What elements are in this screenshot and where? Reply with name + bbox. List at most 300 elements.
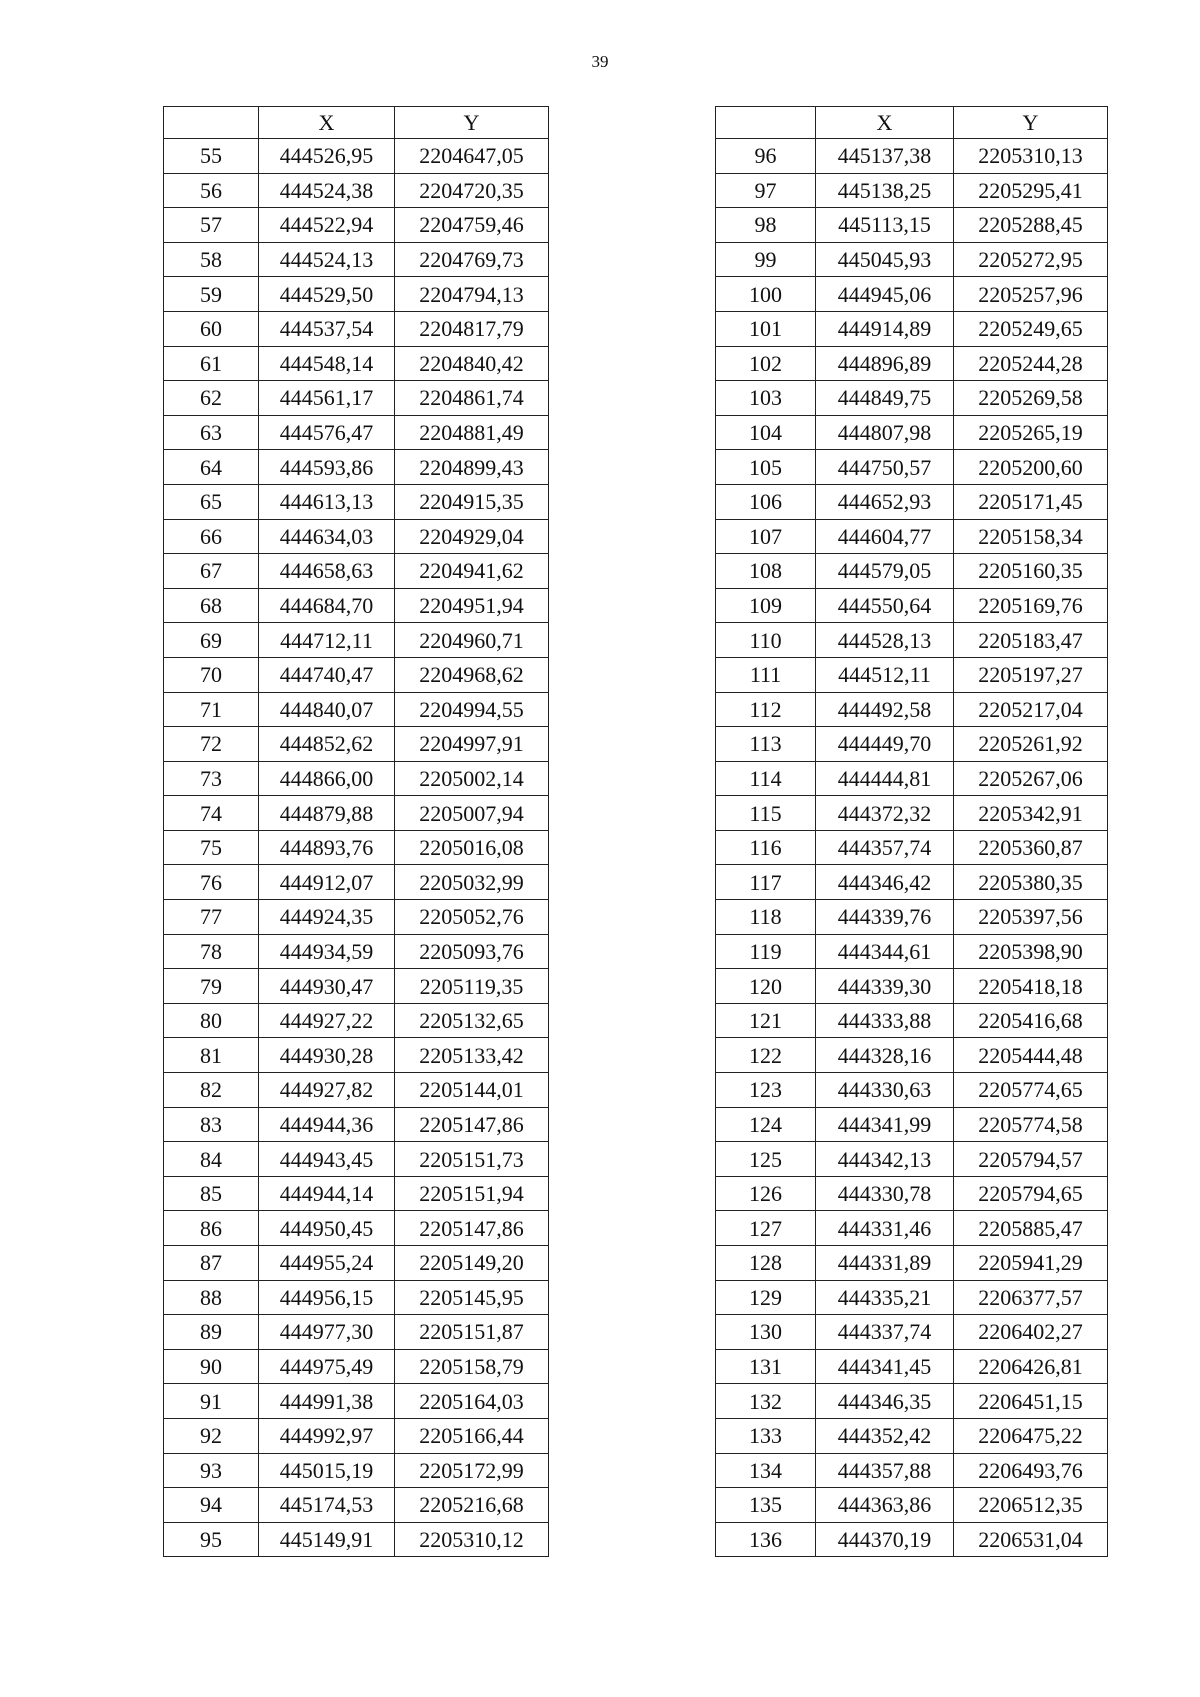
point-number-cell: 92	[164, 1418, 259, 1453]
y-coordinate-cell: 2205151,94	[395, 1176, 549, 1211]
table-row	[716, 623, 1108, 658]
x-coordinate-cell: 444956,15	[259, 1280, 395, 1315]
y-coordinate-cell: 2204720,35	[395, 173, 549, 208]
x-coordinate-cell: 445149,91	[259, 1522, 395, 1557]
y-coordinate-cell: 2205032,99	[395, 865, 549, 900]
y-coordinate-cell: 2205145,95	[395, 1280, 549, 1315]
y-coordinate-cell: 2205794,57	[954, 1142, 1108, 1177]
y-coordinate-cell: 2205200,60	[954, 450, 1108, 485]
table-row	[164, 761, 549, 796]
table-row	[716, 1038, 1108, 1073]
x-coordinate-cell: 444924,35	[259, 900, 395, 935]
point-number-cell: 80	[164, 1003, 259, 1038]
table-row	[164, 415, 549, 450]
x-coordinate-cell: 444363,86	[816, 1488, 954, 1523]
point-number-cell: 77	[164, 900, 259, 935]
x-coordinate-cell: 445174,53	[259, 1488, 395, 1523]
y-coordinate-cell: 2205052,76	[395, 900, 549, 935]
table-row	[164, 1522, 549, 1557]
y-coordinate-cell: 2204951,94	[395, 588, 549, 623]
x-coordinate-cell: 444341,99	[816, 1107, 954, 1142]
page-number: 39	[591, 52, 609, 71]
table-row	[164, 1315, 549, 1350]
y-coordinate-cell: 2205272,95	[954, 242, 1108, 277]
x-coordinate-cell: 444576,47	[259, 415, 395, 450]
table-row	[716, 1453, 1108, 1488]
x-coordinate-cell: 444512,11	[816, 657, 954, 692]
y-coordinate-cell: 2205774,58	[954, 1107, 1108, 1142]
x-coordinate-cell: 444449,70	[816, 727, 954, 762]
x-coordinate-cell: 444943,45	[259, 1142, 395, 1177]
x-coordinate-cell: 444992,97	[259, 1418, 395, 1453]
y-coordinate-cell: 2204881,49	[395, 415, 549, 450]
point-number-cell: 117	[716, 865, 816, 900]
y-coordinate-cell: 2206531,04	[954, 1522, 1108, 1557]
table-row	[164, 623, 549, 658]
table-row	[164, 1211, 549, 1246]
x-coordinate-cell: 444955,24	[259, 1246, 395, 1281]
x-coordinate-cell: 444849,75	[816, 381, 954, 416]
table-row	[164, 1038, 549, 1073]
table-row	[164, 1349, 549, 1384]
x-coordinate-cell: 444330,78	[816, 1176, 954, 1211]
y-coordinate-cell: 2204817,79	[395, 311, 549, 346]
y-coordinate-cell: 2206475,22	[954, 1418, 1108, 1453]
y-coordinate-cell: 2205418,18	[954, 969, 1108, 1004]
table-row	[716, 450, 1108, 485]
x-coordinate-cell: 444579,05	[816, 554, 954, 589]
coordinates-table-left	[163, 106, 549, 1557]
point-number-cell: 81	[164, 1038, 259, 1073]
x-coordinate-cell: 444522,94	[259, 208, 395, 243]
y-coordinate-cell: 2205197,27	[954, 657, 1108, 692]
point-number-cell: 88	[164, 1280, 259, 1315]
table-row	[164, 900, 549, 935]
x-coordinate-cell: 444930,47	[259, 969, 395, 1004]
point-number-cell: 130	[716, 1315, 816, 1350]
y-coordinate-cell: 2205169,76	[954, 588, 1108, 623]
x-coordinate-cell: 444352,42	[816, 1418, 954, 1453]
point-number-cell: 134	[716, 1453, 816, 1488]
x-coordinate-cell: 445137,38	[816, 139, 954, 174]
table-row	[716, 830, 1108, 865]
point-number-cell: 67	[164, 554, 259, 589]
y-coordinate-cell: 2205249,65	[954, 311, 1108, 346]
table-row	[164, 311, 549, 346]
x-coordinate-cell: 445113,15	[816, 208, 954, 243]
table-row	[716, 1522, 1108, 1557]
x-coordinate-cell: 445138,25	[816, 173, 954, 208]
table-row	[716, 1073, 1108, 1108]
table-row	[164, 588, 549, 623]
y-coordinate-cell: 2204861,74	[395, 381, 549, 416]
x-coordinate-cell: 444613,13	[259, 484, 395, 519]
table-row	[716, 761, 1108, 796]
table-row	[164, 277, 549, 312]
point-number-cell: 131	[716, 1349, 816, 1384]
point-number-cell: 112	[716, 692, 816, 727]
table-row	[716, 484, 1108, 519]
table-row	[164, 1384, 549, 1419]
x-coordinate-cell: 444807,98	[816, 415, 954, 450]
table-row	[164, 1453, 549, 1488]
y-coordinate-cell: 2205444,48	[954, 1038, 1108, 1073]
table-row	[716, 934, 1108, 969]
table-row	[164, 208, 549, 243]
x-coordinate-cell: 444335,21	[816, 1280, 954, 1315]
x-coordinate-cell: 444444,81	[816, 761, 954, 796]
point-number-cell: 114	[716, 761, 816, 796]
x-coordinate-cell: 444712,11	[259, 623, 395, 658]
table-row	[164, 1280, 549, 1315]
y-coordinate-cell: 2204994,55	[395, 692, 549, 727]
point-number-cell: 128	[716, 1246, 816, 1281]
y-column-header: Y	[395, 107, 549, 139]
y-coordinate-cell: 2206451,15	[954, 1384, 1108, 1419]
table-row	[716, 692, 1108, 727]
y-coordinate-cell: 2205147,86	[395, 1211, 549, 1246]
y-coordinate-cell: 2204647,05	[395, 139, 549, 174]
table-row	[716, 1142, 1108, 1177]
coordinates-table-right	[715, 106, 1108, 1557]
point-number-cell: 95	[164, 1522, 259, 1557]
y-coordinate-cell: 2205380,35	[954, 865, 1108, 900]
table-row	[164, 934, 549, 969]
table-row	[164, 381, 549, 416]
point-number-cell: 115	[716, 796, 816, 831]
y-coordinate-cell: 2205310,13	[954, 139, 1108, 174]
point-number-cell: 64	[164, 450, 259, 485]
x-coordinate-cell: 444658,63	[259, 554, 395, 589]
x-coordinate-cell: 444927,82	[259, 1073, 395, 1108]
table-row	[716, 727, 1108, 762]
y-coordinate-cell: 2205941,29	[954, 1246, 1108, 1281]
y-coordinate-cell: 2205149,20	[395, 1246, 549, 1281]
point-number-cell: 100	[716, 277, 816, 312]
point-number-cell: 63	[164, 415, 259, 450]
y-coordinate-cell: 2204941,62	[395, 554, 549, 589]
y-coordinate-cell: 2204840,42	[395, 346, 549, 381]
point-number-cell: 79	[164, 969, 259, 1004]
point-number-cell: 132	[716, 1384, 816, 1419]
x-coordinate-cell: 444331,89	[816, 1246, 954, 1281]
table-row	[164, 796, 549, 831]
table-row	[716, 1349, 1108, 1384]
x-coordinate-cell: 444914,89	[816, 311, 954, 346]
x-coordinate-cell: 444537,54	[259, 311, 395, 346]
point-number-cell: 129	[716, 1280, 816, 1315]
y-coordinate-cell: 2205151,73	[395, 1142, 549, 1177]
table-row	[716, 865, 1108, 900]
y-coordinate-cell: 2205261,92	[954, 727, 1108, 762]
point-number-cell: 59	[164, 277, 259, 312]
table-row	[716, 588, 1108, 623]
point-number-cell: 107	[716, 519, 816, 554]
table-row	[716, 1384, 1108, 1419]
y-coordinate-cell: 2205397,56	[954, 900, 1108, 935]
table-row	[716, 1418, 1108, 1453]
table-row	[716, 1107, 1108, 1142]
point-number-cell: 87	[164, 1246, 259, 1281]
point-number-cell: 57	[164, 208, 259, 243]
y-column-header: Y	[954, 107, 1108, 139]
y-coordinate-cell: 2205295,41	[954, 173, 1108, 208]
x-coordinate-cell: 444975,49	[259, 1349, 395, 1384]
point-number-cell: 108	[716, 554, 816, 589]
table-row	[164, 969, 549, 1004]
point-number-cell: 75	[164, 830, 259, 865]
point-number-cell: 56	[164, 173, 259, 208]
x-coordinate-cell: 444634,03	[259, 519, 395, 554]
table-row	[716, 346, 1108, 381]
y-coordinate-cell: 2206426,81	[954, 1349, 1108, 1384]
x-coordinate-cell: 444950,45	[259, 1211, 395, 1246]
x-coordinate-cell: 444893,76	[259, 830, 395, 865]
x-coordinate-cell: 444930,28	[259, 1038, 395, 1073]
y-coordinate-cell: 2205144,01	[395, 1073, 549, 1108]
y-coordinate-cell: 2205151,87	[395, 1315, 549, 1350]
table-row	[716, 554, 1108, 589]
point-number-cell: 89	[164, 1315, 259, 1350]
table-row	[164, 346, 549, 381]
y-coordinate-cell: 2205257,96	[954, 277, 1108, 312]
x-coordinate-cell: 444346,35	[816, 1384, 954, 1419]
x-coordinate-cell: 444370,19	[816, 1522, 954, 1557]
y-coordinate-cell: 2205164,03	[395, 1384, 549, 1419]
point-number-cell: 58	[164, 242, 259, 277]
point-number-cell: 120	[716, 969, 816, 1004]
table-row	[164, 1073, 549, 1108]
y-coordinate-cell: 2205216,68	[395, 1488, 549, 1523]
point-number-cell: 82	[164, 1073, 259, 1108]
table-row	[164, 692, 549, 727]
x-coordinate-cell: 444866,00	[259, 761, 395, 796]
x-coordinate-cell: 444528,13	[816, 623, 954, 658]
y-coordinate-cell: 2205133,42	[395, 1038, 549, 1073]
table-body	[716, 139, 1108, 1557]
y-coordinate-cell: 2205119,35	[395, 969, 549, 1004]
table-row	[716, 969, 1108, 1004]
x-coordinate-cell: 444852,62	[259, 727, 395, 762]
point-number-cell: 78	[164, 934, 259, 969]
x-coordinate-cell: 444550,64	[816, 588, 954, 623]
y-coordinate-cell: 2205265,19	[954, 415, 1108, 450]
y-coordinate-cell: 2205166,44	[395, 1418, 549, 1453]
point-number-cell: 83	[164, 1107, 259, 1142]
table-row	[164, 139, 549, 174]
point-number-cell: 104	[716, 415, 816, 450]
y-coordinate-cell: 2205016,08	[395, 830, 549, 865]
point-number-cell: 74	[164, 796, 259, 831]
y-coordinate-cell: 2205217,04	[954, 692, 1108, 727]
point-number-cell: 106	[716, 484, 816, 519]
x-coordinate-cell: 444342,13	[816, 1142, 954, 1177]
table-row	[164, 1003, 549, 1038]
x-coordinate-cell: 444561,17	[259, 381, 395, 416]
point-number-cell: 69	[164, 623, 259, 658]
y-coordinate-cell: 2204968,62	[395, 657, 549, 692]
x-coordinate-cell: 444896,89	[816, 346, 954, 381]
point-number-cell: 93	[164, 1453, 259, 1488]
y-coordinate-cell: 2204997,91	[395, 727, 549, 762]
y-coordinate-cell: 2205360,87	[954, 830, 1108, 865]
table-row	[716, 139, 1108, 174]
x-coordinate-cell: 444344,61	[816, 934, 954, 969]
table-row	[164, 519, 549, 554]
point-number-cell: 124	[716, 1107, 816, 1142]
y-coordinate-cell: 2205160,35	[954, 554, 1108, 589]
table-row	[164, 484, 549, 519]
point-number-cell: 126	[716, 1176, 816, 1211]
table-row	[164, 450, 549, 485]
x-coordinate-cell: 444524,38	[259, 173, 395, 208]
point-number-cell: 96	[716, 139, 816, 174]
point-number-cell: 133	[716, 1418, 816, 1453]
x-coordinate-cell: 444341,45	[816, 1349, 954, 1384]
x-coordinate-cell: 444331,46	[816, 1211, 954, 1246]
point-number-cell: 136	[716, 1522, 816, 1557]
point-number-cell: 55	[164, 139, 259, 174]
y-coordinate-cell: 2205774,65	[954, 1073, 1108, 1108]
x-coordinate-cell: 445015,19	[259, 1453, 395, 1488]
x-coordinate-cell: 444333,88	[816, 1003, 954, 1038]
table-row	[164, 1107, 549, 1142]
table-row	[716, 900, 1108, 935]
point-number-cell: 84	[164, 1142, 259, 1177]
y-coordinate-cell: 2206512,35	[954, 1488, 1108, 1523]
table-row	[716, 1176, 1108, 1211]
x-coordinate-cell: 444991,38	[259, 1384, 395, 1419]
table-row	[716, 311, 1108, 346]
x-coordinate-cell: 444548,14	[259, 346, 395, 381]
y-coordinate-cell: 2205267,06	[954, 761, 1108, 796]
table-body	[164, 139, 549, 1557]
point-number-header	[164, 107, 259, 139]
y-coordinate-cell: 2205132,65	[395, 1003, 549, 1038]
point-number-cell: 98	[716, 208, 816, 243]
x-coordinate-cell: 444945,06	[816, 277, 954, 312]
point-number-cell: 111	[716, 657, 816, 692]
x-coordinate-cell: 444357,74	[816, 830, 954, 865]
y-coordinate-cell: 2204929,04	[395, 519, 549, 554]
point-number-cell: 125	[716, 1142, 816, 1177]
point-number-cell: 109	[716, 588, 816, 623]
point-number-cell: 65	[164, 484, 259, 519]
point-number-cell: 62	[164, 381, 259, 416]
x-column-header: X	[259, 107, 395, 139]
point-number-cell: 101	[716, 311, 816, 346]
x-coordinate-cell: 444652,93	[816, 484, 954, 519]
x-coordinate-cell: 444740,47	[259, 657, 395, 692]
table-row	[716, 277, 1108, 312]
point-number-cell: 113	[716, 727, 816, 762]
table-row	[716, 1280, 1108, 1315]
point-number-cell: 86	[164, 1211, 259, 1246]
y-coordinate-cell: 2206377,57	[954, 1280, 1108, 1315]
y-coordinate-cell: 2204769,73	[395, 242, 549, 277]
y-coordinate-cell: 2205342,91	[954, 796, 1108, 831]
point-number-header	[716, 107, 816, 139]
y-coordinate-cell: 2205002,14	[395, 761, 549, 796]
table-row	[716, 519, 1108, 554]
x-coordinate-cell: 444977,30	[259, 1315, 395, 1350]
y-coordinate-cell: 2204794,13	[395, 277, 549, 312]
y-coordinate-cell: 2204915,35	[395, 484, 549, 519]
y-coordinate-cell: 2205398,90	[954, 934, 1108, 969]
point-number-cell: 127	[716, 1211, 816, 1246]
x-coordinate-cell: 444492,58	[816, 692, 954, 727]
table-row	[164, 657, 549, 692]
y-coordinate-cell: 2204960,71	[395, 623, 549, 658]
point-number-cell: 91	[164, 1384, 259, 1419]
x-coordinate-cell: 444593,86	[259, 450, 395, 485]
y-coordinate-cell: 2206493,76	[954, 1453, 1108, 1488]
point-number-cell: 71	[164, 692, 259, 727]
point-number-cell: 119	[716, 934, 816, 969]
x-coordinate-cell: 444912,07	[259, 865, 395, 900]
x-coordinate-cell: 444346,42	[816, 865, 954, 900]
table-row	[716, 1211, 1108, 1246]
point-number-cell: 68	[164, 588, 259, 623]
y-coordinate-cell: 2204759,46	[395, 208, 549, 243]
x-coordinate-cell: 445045,93	[816, 242, 954, 277]
table-row	[716, 242, 1108, 277]
table-row	[164, 830, 549, 865]
point-number-cell: 90	[164, 1349, 259, 1384]
table-row	[716, 796, 1108, 831]
header-row	[164, 107, 549, 139]
point-number-cell: 116	[716, 830, 816, 865]
y-coordinate-cell: 2205171,45	[954, 484, 1108, 519]
x-coordinate-cell: 444684,70	[259, 588, 395, 623]
point-number-cell: 135	[716, 1488, 816, 1523]
x-coordinate-cell: 444604,77	[816, 519, 954, 554]
y-coordinate-cell: 2205172,99	[395, 1453, 549, 1488]
point-number-cell: 123	[716, 1073, 816, 1108]
table-row	[164, 1142, 549, 1177]
table-row	[716, 173, 1108, 208]
point-number-cell: 121	[716, 1003, 816, 1038]
x-coordinate-cell: 444526,95	[259, 139, 395, 174]
table-row	[164, 173, 549, 208]
point-number-cell: 118	[716, 900, 816, 935]
table-row	[164, 727, 549, 762]
y-coordinate-cell: 2205416,68	[954, 1003, 1108, 1038]
point-number-cell: 72	[164, 727, 259, 762]
table-row	[164, 1418, 549, 1453]
x-coordinate-cell: 444337,74	[816, 1315, 954, 1350]
table-row	[164, 242, 549, 277]
point-number-cell: 103	[716, 381, 816, 416]
point-number-cell: 122	[716, 1038, 816, 1073]
y-coordinate-cell: 2205147,86	[395, 1107, 549, 1142]
y-coordinate-cell: 2205885,47	[954, 1211, 1108, 1246]
point-number-cell: 99	[716, 242, 816, 277]
table-row	[716, 1003, 1108, 1038]
table-row	[164, 1176, 549, 1211]
x-coordinate-cell: 444339,30	[816, 969, 954, 1004]
table-row	[716, 1315, 1108, 1350]
point-number-cell: 94	[164, 1488, 259, 1523]
x-coordinate-cell: 444934,59	[259, 934, 395, 969]
header-row	[716, 107, 1108, 139]
point-number-cell: 73	[164, 761, 259, 796]
x-coordinate-cell: 444944,36	[259, 1107, 395, 1142]
x-coordinate-cell: 444328,16	[816, 1038, 954, 1073]
x-coordinate-cell: 444330,63	[816, 1073, 954, 1108]
y-coordinate-cell: 2205093,76	[395, 934, 549, 969]
x-coordinate-cell: 444750,57	[816, 450, 954, 485]
